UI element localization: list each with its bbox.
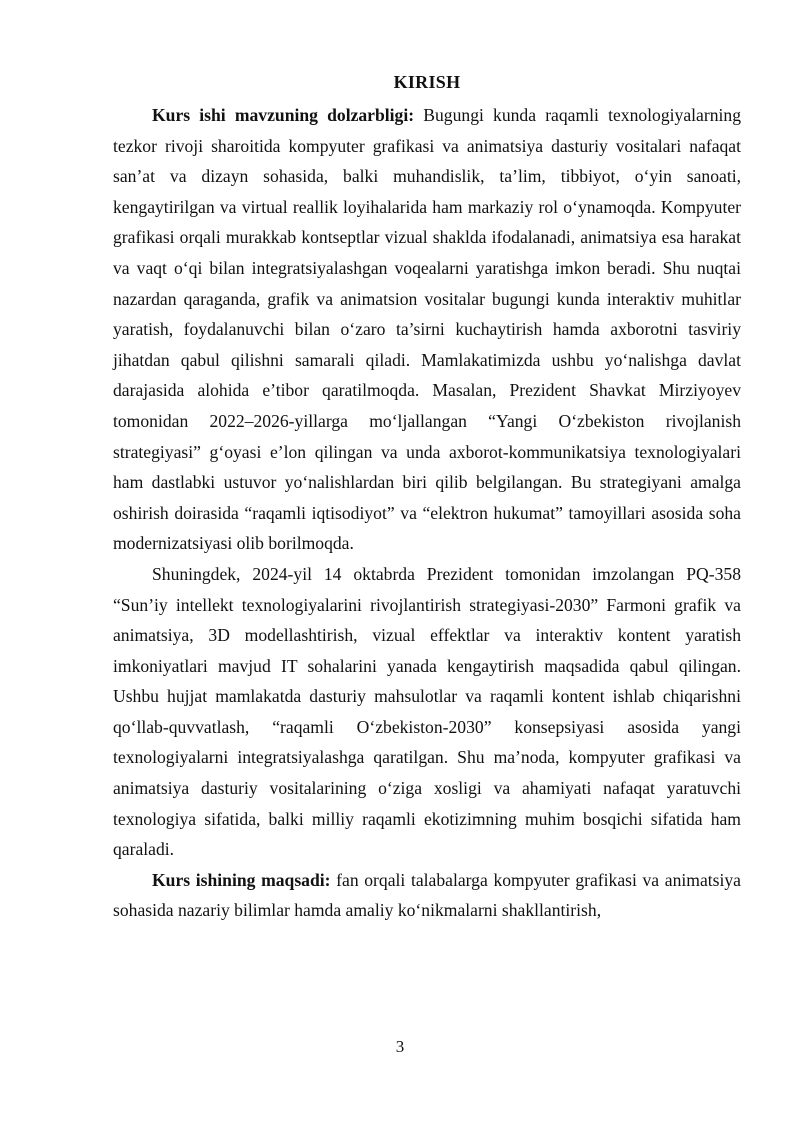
paragraph-lead: Kurs ishi mavzuning dolzarbligi: — [152, 105, 415, 125]
document-page — [113, 70, 741, 926]
section-title: KIRISH — [393, 72, 461, 92]
paragraph-goal — [113, 865, 741, 926]
paragraph-text: Shuningdek, 2024-yil 14 oktabrda Prezident tomonidan imzolangan PQ-358 “Sun’iy intellekt texnologiyalarini rivojlantirish strategiyasi-2030” Farmoni grafik va animatsiya, 3D modellashtirish, vizual effektlar va interaktiv kontent yaratish imkoniyatlari mavjud IT sohalarini yanada kengaytirish maqsadida qabul qilingan. Ushbu hujjat mamlakatda dasturiy mahsulotlar va raqamli kontent ishlab chiqarishni qo‘llab-quvvatlash, “raqamli O‘zbekiston-2030” konsepsiyasi asosida yangi texnologiyalarni integratsiyalashga qaratilgan. Shu ma’noda, kompyuter grafikasi va animatsiya dasturiy vositalarining o‘ziga xosligi va ahamiyati nafaqat yaratuvchi texnologiya sifatida, balki milliy raqamli ekotizimning muhim bosqichi sifatida ham qaraladi. — [113, 563, 741, 860]
page-number: 3 — [395, 1037, 405, 1056]
paragraph-text: Bugungi kunda raqamli texnologiyalarning tezkor rivoji sharoitida kompyuter grafikasi va animatsiya dasturiy vositalari nafaqat san’at va dizayn sohasida, balki muhandislik, ta’lim, tibbiyot, o‘yin sanoati, kengaytirilgan va virtual reallik loyihalarida ham markaziy rol o‘ynamoqda. Kompyuter grafikasi orqali murakkab kontseptlar vizual shaklda ifodalanadi, animatsiya esa harakat va vaqt o‘qi bilan integratsiyalashgan voqealarni yaratishga imkon beradi. Shu nuqtai nazardan qaraganda, grafik va animatsion vositalar bugungi kunda interaktiv muhitlar yaratish, foydalanuvchi bilan o‘zaro ta’sirni kuchaytirish hamda axborotni tasviriy jihatdan qabul qilishni samarali qiladi. Mamlakatimizda ushbu yo‘nalishga davlat darajasida alohida e’tibor qaratilmoqda. Masalan, Prezident Shavkat Mirziyoyev tomonidan 2022–2026-yillarga mo‘ljallangan “Yangi O‘zbekiston rivojlanish strategiyasi” g‘oyasi e’lon qilingan va unda axborot-kommunikatsiya texnologiyalari ham dastlabki ustuvor yo‘nalishlardan biri qilib belgilangan. Bu strategiyani amalga oshirish doirasida “raqamli iqtisodiyot” va “elektron hukumat” tamoyillari asosida soha modernizatsiyasi olib borilmoqda. — [113, 105, 741, 554]
paragraph-text: fan orqali talabalarga kompyuter grafikasi va animatsiya sohasida nazariy bilimlar hamda amaliy ko‘nikmalarni shakllantirish, — [113, 869, 741, 921]
paragraph-decree — [113, 559, 741, 865]
paragraph-lead: Kurs ishining maqsadi: — [152, 869, 331, 890]
paragraph-relevance — [113, 100, 741, 559]
